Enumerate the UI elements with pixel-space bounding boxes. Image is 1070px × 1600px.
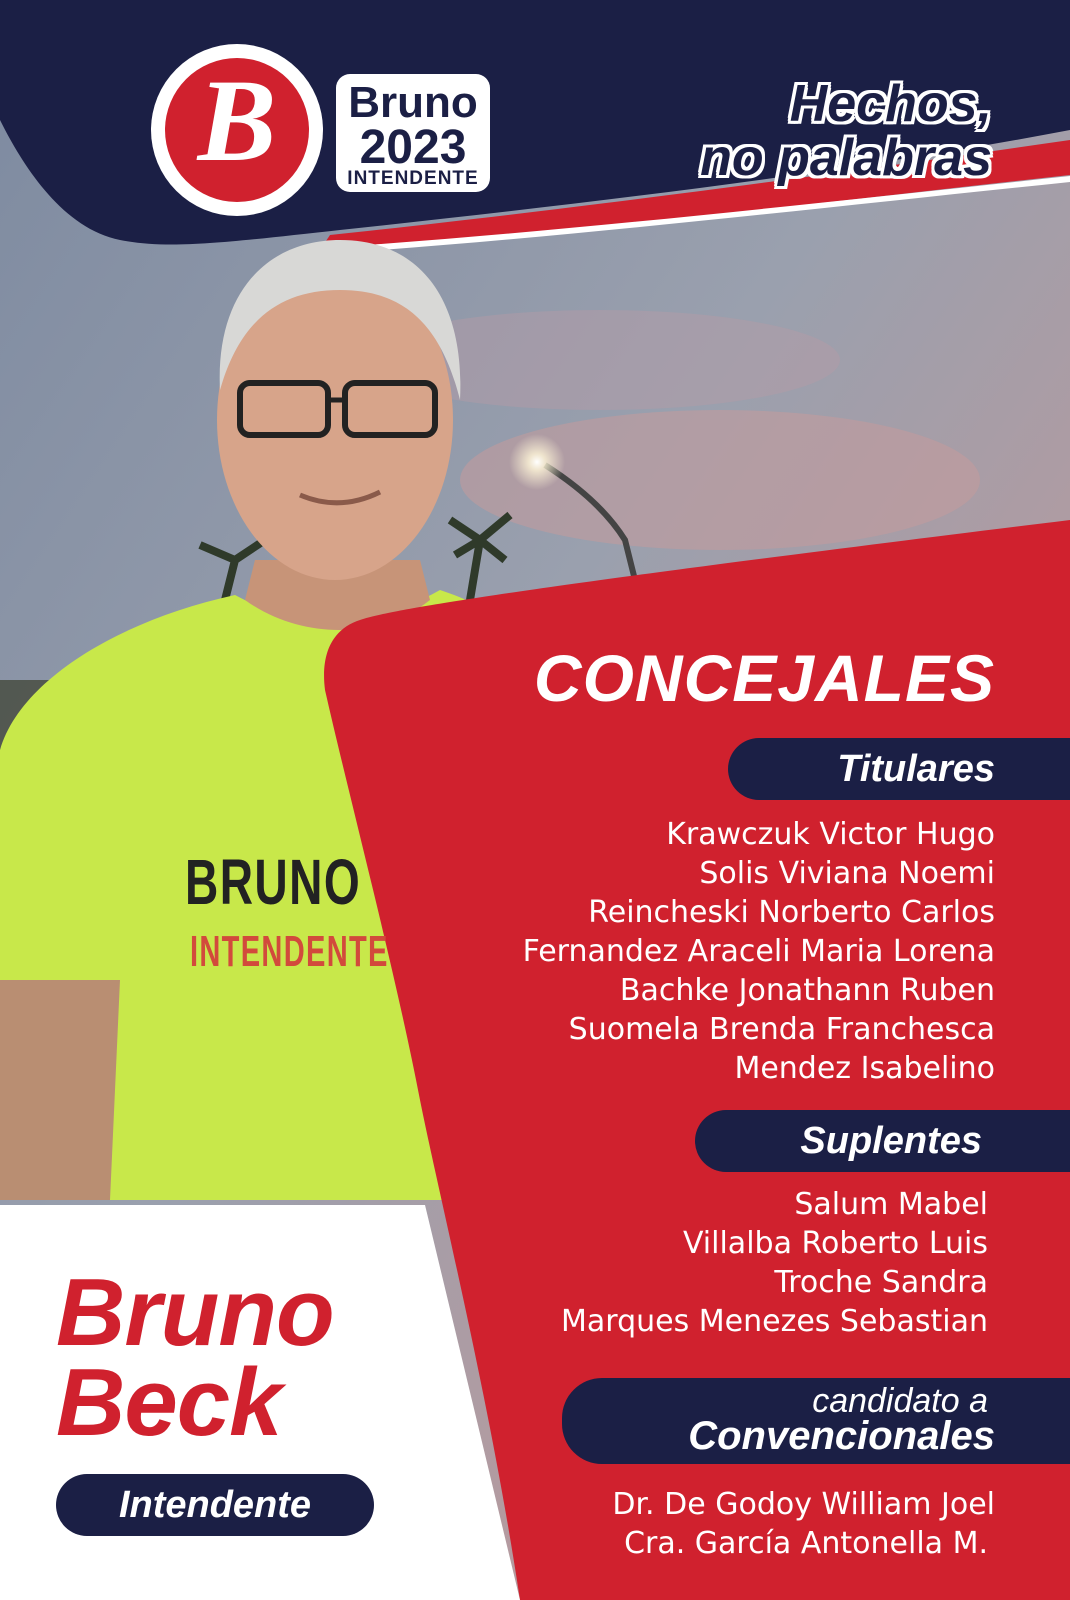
list-item: Fernandez Araceli Maria Lorena <box>522 934 995 969</box>
logo-name: Bruno <box>348 78 478 127</box>
convencionales-label-small: candidato a <box>812 1382 988 1420</box>
titulares-list <box>435 815 995 1088</box>
candidate-last-name: Beck <box>56 1349 282 1456</box>
list-item: Troche Sandra <box>774 1265 988 1300</box>
list-item: Krawczuk Victor Hugo <box>666 817 995 852</box>
logo-wordmark <box>336 74 490 192</box>
street-lamp-glow <box>509 434 565 490</box>
logo-role: INTENDENTE <box>347 168 479 189</box>
suplentes-list <box>428 1185 988 1341</box>
convencionales-label-big: Convencionales <box>688 1414 995 1458</box>
list-item: Mendez Isabelino <box>734 1051 995 1086</box>
list-item: Marques Menezes Sebastian <box>561 1304 988 1339</box>
titulares-label: Titulares <box>728 738 1070 800</box>
candidate-role-badge: Intendente <box>56 1474 374 1536</box>
list-item: Bachke Jonathann Ruben <box>619 973 995 1008</box>
list-item: Villalba Roberto Luis <box>682 1226 988 1261</box>
list-item: Reincheski Norberto Carlos <box>588 895 995 930</box>
list-item: Cra. García Antonella M. <box>624 1526 988 1561</box>
suplentes-label: Suplentes <box>695 1110 1070 1172</box>
slogan-line-2: no palabras <box>700 129 992 187</box>
convencionales-label-box <box>562 1378 1070 1464</box>
list-item: Solis Viviana Noemi <box>699 856 995 891</box>
shirt-print-name: BRUNO <box>185 846 362 918</box>
candidate-arm <box>0 980 120 1200</box>
candidate-first-name: Bruno <box>56 1259 334 1366</box>
slogan-line-1: Hechos, <box>789 75 992 133</box>
shirt-print-role: INTENDENTE <box>190 927 389 976</box>
list-item: Suomela Brenda Franchesca <box>568 1012 995 1047</box>
logo-emblem-letter: B <box>197 55 277 186</box>
logo-year: 2023 <box>359 121 467 174</box>
list-item: Dr. De Godoy William Joel <box>612 1487 995 1522</box>
list-item: Salum Mabel <box>794 1187 988 1222</box>
convencionales-list <box>435 1485 995 1563</box>
concejales-heading: CONCEJALES <box>533 641 995 715</box>
